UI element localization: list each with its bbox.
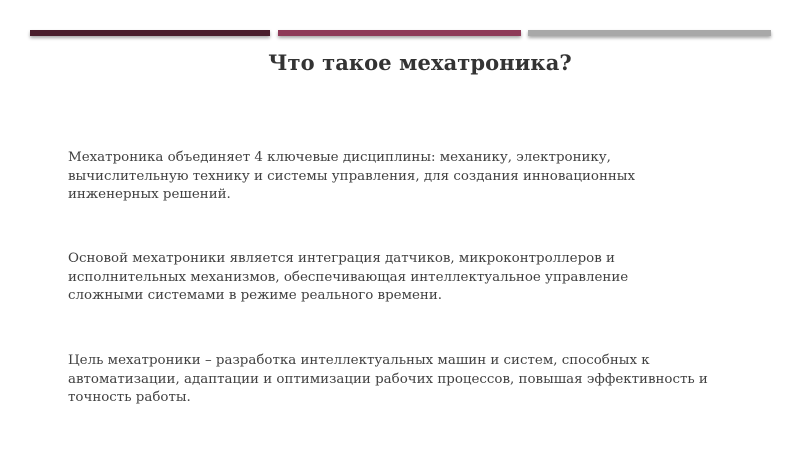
decorative-bar-right <box>528 30 771 36</box>
paragraph-disciplines <box>68 149 768 205</box>
paragraph-goal <box>68 352 768 408</box>
slide-title: Что такое мехатроника? <box>268 50 572 75</box>
decorative-bar-middle <box>278 30 521 36</box>
paragraph-line: исполнительных механизмов, обеспечивающая интеллектуальное управление <box>68 269 629 285</box>
paragraph-line: Цель мехатроники – разработка интеллектуальных машин и систем, способных к <box>68 353 650 368</box>
paragraph-line: сложными системами в режиме реального времени. <box>68 288 443 303</box>
decorative-bar-left <box>30 30 270 36</box>
paragraph-line: автоматизации, адаптации и оптимизации рабочих процессов, повышая эффективность и <box>68 371 708 387</box>
paragraph-line: Основой мехатроники является интеграция датчиков, микроконтроллеров и <box>68 251 615 266</box>
paragraph-line: Мехатроника объединяет 4 ключевые дисциплины: механику, электронику, <box>68 150 611 165</box>
paragraph-line: точность работы. <box>68 390 191 405</box>
paragraph-line: вычислительную технику и системы управления, для создания инновационных <box>68 168 636 184</box>
paragraph-line: инженерных решений. <box>68 187 231 202</box>
paragraph-integration <box>68 250 768 306</box>
